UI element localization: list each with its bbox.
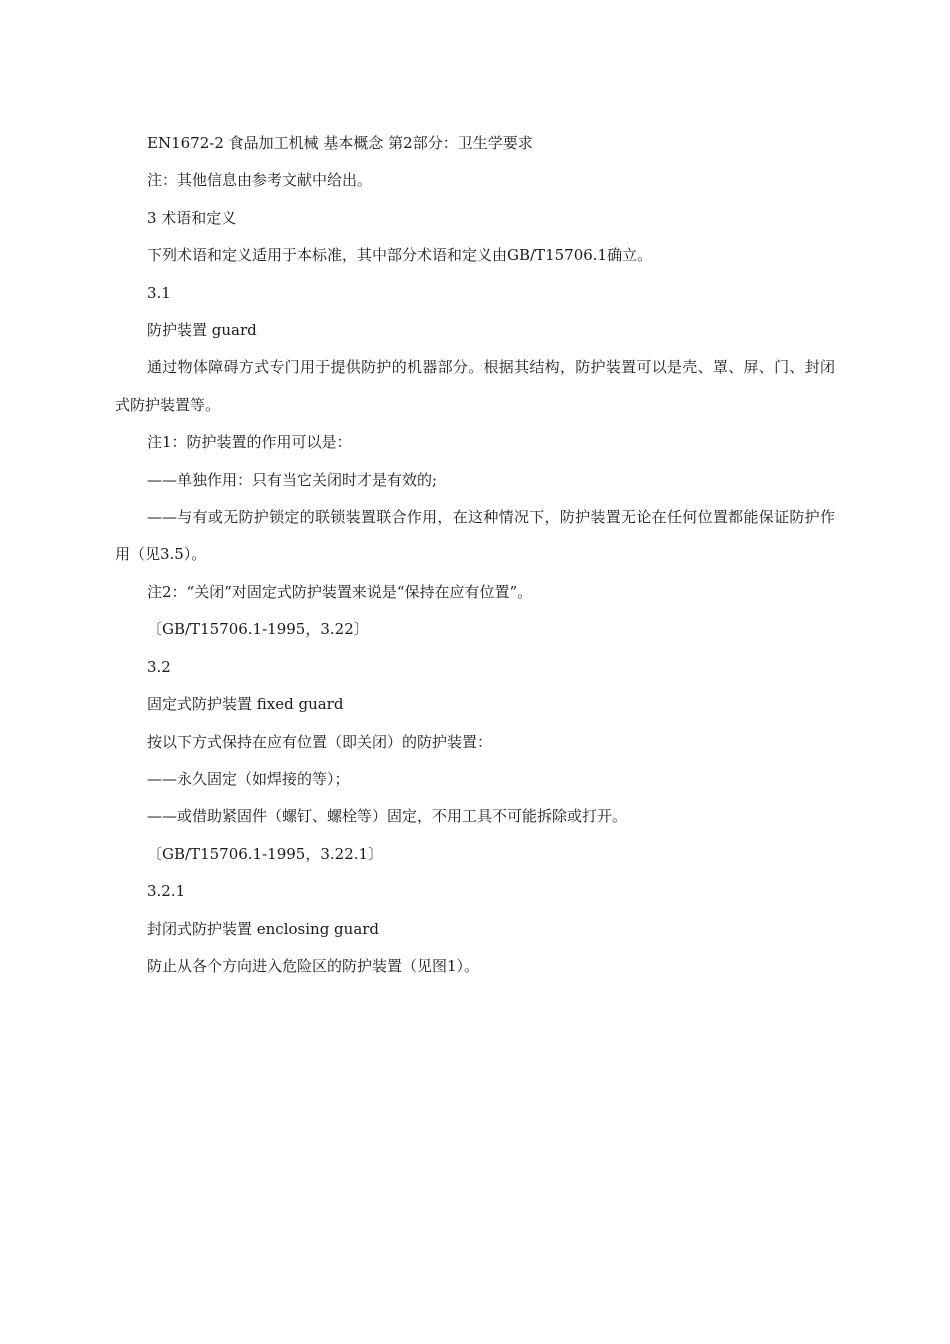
definition-enclosing-guard: 防止从各个方向进入危险区的防护装置（见图1）。 [147,956,480,975]
note-2: 注2：“关闭”对固定式防护装置来说是“保持在应有位置”。 [147,582,533,601]
definition-guard: 通过物体障碍方式专门用于提供防护的机器部分。根据其结构，防护装置可以是壳、罩、屏、门、封闭式防护装置等。 [115,358,835,414]
fixed-guard-item-1: ——永久固定（如焊接的等）； [147,769,350,788]
note-1-item-2: ——与有或无防护锁定的联锁装置联合作用，在这种情况下，防护装置无论在任何位置都能保证防护作用（见3.5）。 [115,508,835,564]
term-title-fixed-guard: 固定式防护装置 fixed guard [147,695,344,714]
term-number-3-1: 3.1 [147,283,171,302]
section-3-intro: 下列术语和定义适用于本标准，其中部分术语和定义由GB/T15706.1确立。 [147,246,653,265]
note-references: 注：其他信息由参考文献中给出。 [147,171,373,190]
citation-3-22: 〔GB/T15706.1-1995，3.22〕 [147,620,369,639]
section-heading-3: 3 术语和定义 [147,208,237,227]
note-1: 注1：防护装置的作用可以是： [147,433,352,452]
term-title-guard: 防护装置 guard [147,321,257,340]
definition-fixed-guard: 按以下方式保持在应有位置（即关闭）的防护装置： [147,732,493,751]
reference-en1672-2: EN1672-2 食品加工机械 基本概念 第2部分：卫生学要求 [147,134,533,152]
term-number-3-2-1: 3.2.1 [147,882,186,901]
document-body [115,125,835,985]
citation-3-22-1: 〔GB/T15706.1-1995，3.22.1〕 [147,844,384,863]
term-number-3-2: 3.2 [147,657,171,676]
term-title-enclosing-guard: 封闭式防护装置 enclosing guard [147,919,380,938]
fixed-guard-item-2: ——或借助紧固件（螺钉、螺栓等）固定，不用工具不可能拆除或打开。 [147,807,628,826]
note-1-item-1: ——单独作用：只有当它关闭时才是有效的; [147,470,438,489]
